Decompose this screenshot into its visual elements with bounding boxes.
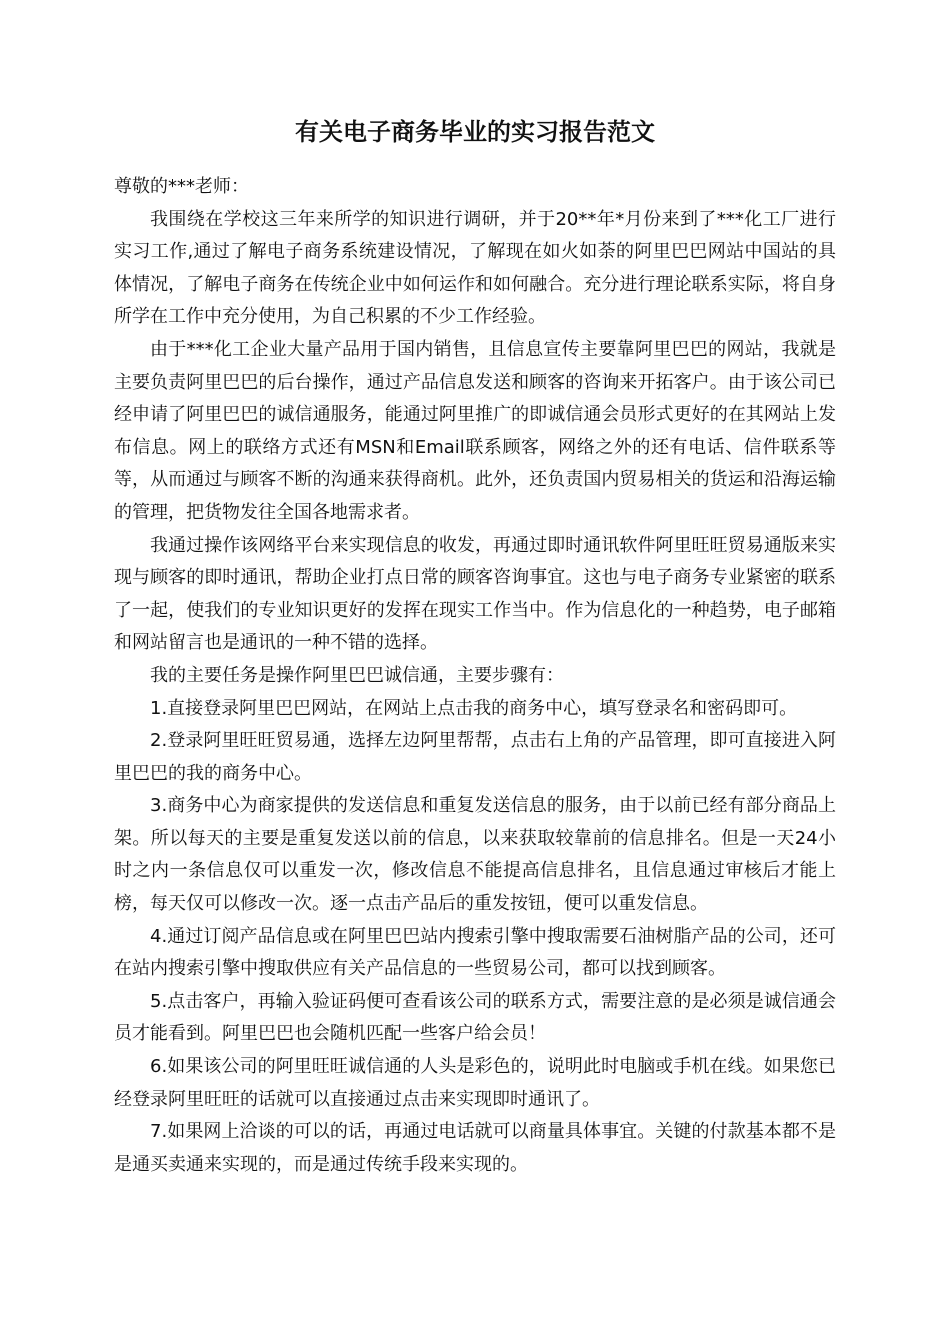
document-title: 有关电子商务毕业的实习报告范文 bbox=[295, 118, 655, 146]
salutation: 尊敬的***老师： bbox=[114, 176, 249, 197]
step-item-2: 2.登录阿里旺旺贸易通，选择左边阿里帮帮，点击右上角的产品管理，即可直接进入阿里巴巴的我的商务中心。 bbox=[114, 730, 836, 784]
step-item-7: 7.如果网上洽谈的可以的话，再通过电话就可以商量具体事宜。关键的付款基本都不是是通买卖通来实现的，而是通过传统手段来实现的。 bbox=[114, 1121, 836, 1175]
step-item-5: 5.点击客户，再输入验证码便可查看该公司的联系方式，需要注意的是必须是诚信通会员才能看到。阿里巴巴也会随机匹配一些客户给会员！ bbox=[114, 990, 836, 1045]
step-item-6: 6.如果该公司的阿里旺旺诚信通的人头是彩色的，说明此时电脑或手机在线。如果您已经登录阿里旺旺的话就可以直接通过点击来实现即时通讯了。 bbox=[114, 1056, 836, 1110]
paragraph-intro: 我围绕在学校这三年来所学的知识进行调研，并于20**年*月份来到了***化工厂进行实习工作,通过了解电子商务系统建设情况，了解现在如火如荼的阿里巴巴网站中国站的具体情况，了解电子商务在传统企业中如何运作和如何融合。充分进行理论联系实际，将自身所学在工作中充分使用，为自己积累的不少工作经验。 bbox=[114, 208, 836, 328]
paragraph-steps-intro: 我的主要任务是操作阿里巴巴诚信通，主要步骤有： bbox=[150, 664, 564, 686]
document-body bbox=[114, 171, 836, 1181]
step-item-4: 4.通过订阅产品信息或在阿里巴巴站内搜索引擎中搜取需要石油树脂产品的公司，还可在站内搜索引擎中搜取供应有关产品信息的一些贸易公司，都可以找到顾客。 bbox=[114, 925, 836, 980]
step-item-3: 3.商务中心为商家提供的发送信息和重复发送信息的服务，由于以前已经有部分商品上架。所以每天的主要是重复发送以前的信息，以来获取较靠前的信息排名。但是一天24小时之内一条信息仅可以重发一次，修改信息不能提高信息排名，且信息通过审核后才能上榜，每天仅可以修改一次。逐一点击产品后的重发按钮，便可以重发信息。 bbox=[114, 795, 836, 915]
paragraph-platform: 我通过操作该网络平台来实现信息的收发，再通过即时通讯软件阿里旺旺贸易通版来实现与顾客的即时通讯，帮助企业打点日常的顾客咨询事宜。这也与电子商务专业紧密的联系了一起，使我们的专业知识更好的发挥在现实工作当中。作为信息化的一种趋势，电子邮箱和网站留言也是通讯的一种不错的选择。 bbox=[114, 534, 836, 654]
paragraph-work-duties: 由于***化工企业大量产品用于国内销售，且信息宣传主要靠阿里巴巴的网站，我就是主要负责阿里巴巴的后台操作，通过产品信息发送和顾客的咨询来开拓客户。由于该公司已经申请了阿里巴巴的诚信通服务，能通过阿里推广的即诚信通会员形式更好的在其网站上发布信息。网上的联络方式还有MSN和Email联系顾客，网络之外的还有电话、信件联系等等，从而通过与顾客不断的沟通来获得商机。此外，还负责国内贸易相关的货运和沿海运输的管理，把货物发往全国各地需求者。 bbox=[114, 338, 836, 523]
step-item-1: 1.直接登录阿里巴巴网站，在网站上点击我的商务中心，填写登录名和密码即可。 bbox=[150, 697, 798, 719]
